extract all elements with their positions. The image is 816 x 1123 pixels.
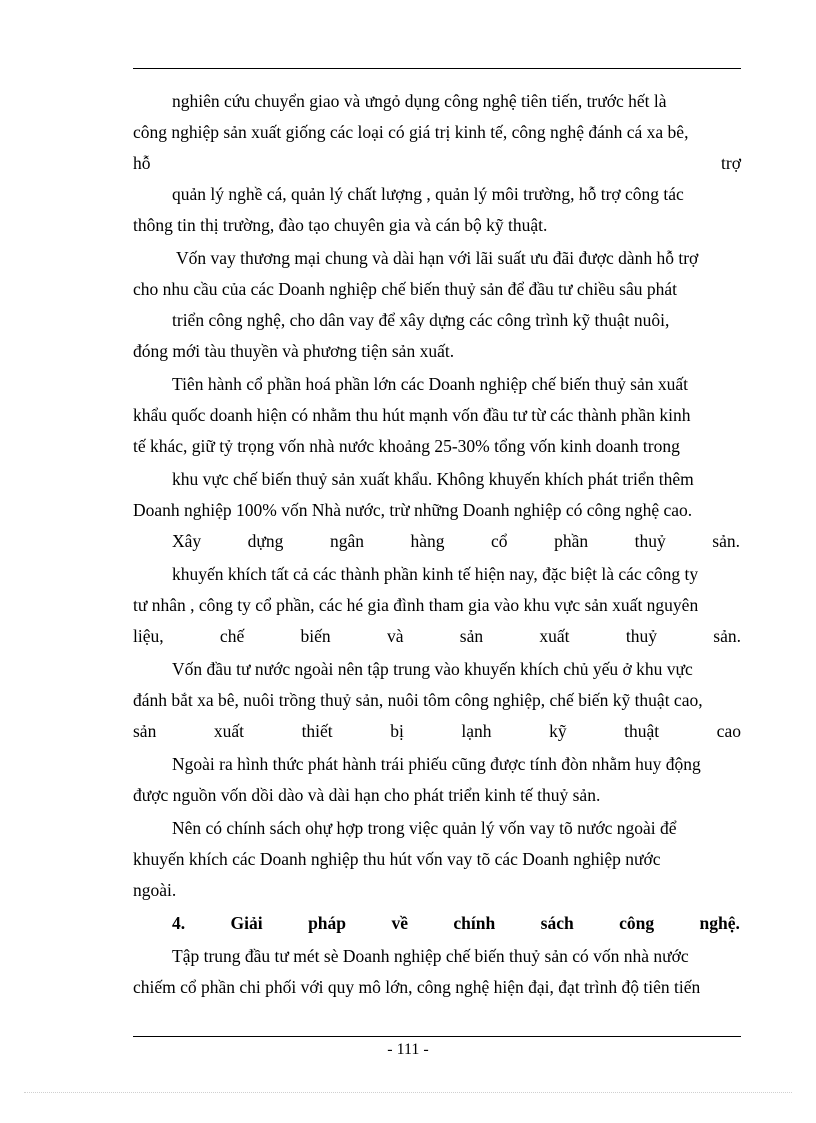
word: dựng <box>247 531 284 551</box>
text-line: được nguồn vốn dồi dào và dài hạn cho phát triển kinh tế thuỷ sản. <box>133 785 601 805</box>
text-line: Vốn đầu tư nước ngoài nên tập trung vào khuyến khích chủ yếu ở khu vực <box>172 659 693 679</box>
text-line: khu vực chế biến thuỷ sản xuất khẩu. Không khuyến khích phát triển thêm <box>172 469 694 489</box>
word: kỹ <box>549 721 567 741</box>
text-line <box>133 720 741 742</box>
word: chế <box>219 626 245 646</box>
word: thuỷ <box>634 531 666 551</box>
word: sản. <box>712 531 740 551</box>
text-line: công nghiệp sản xuất giống các loại có giá trị kinh tế, công nghệ đánh cá xa bê, <box>133 122 689 142</box>
header-rule <box>133 68 741 69</box>
word: sản <box>133 721 157 741</box>
text-line: khẩu quốc doanh hiện có nhằm thu hút mạnh vốn đầu tư từ các thành phần kinh <box>133 405 691 425</box>
word: và <box>386 626 404 646</box>
text-line <box>172 530 740 552</box>
text-line: Vốn vay thương mại chung và dài hạn với lãi suất ưu đãi được dành hỗ trợ <box>176 248 699 268</box>
text-line: chiếm cổ phần chi phối với quy mô lớn, công nghệ hiện đại, đạt trình độ tiên tiến <box>133 977 701 997</box>
section-heading <box>172 912 740 934</box>
word: chính <box>453 913 496 933</box>
word: thuỷ <box>625 626 657 646</box>
word: lạnh <box>461 721 492 741</box>
word: xuất <box>213 721 245 741</box>
word: ngân <box>329 531 364 551</box>
word: sản. <box>713 626 741 646</box>
word: 4. <box>172 913 186 933</box>
text-line: quản lý nghề cá, quản lý chất lượng , quản lý môi trường, hỗ trợ công tác <box>172 184 684 204</box>
text-line: tư nhân , công ty cổ phần, các hé gia đình tham gia vào khu vực sản xuất nguyên <box>133 595 699 615</box>
word: về <box>391 913 408 933</box>
word: nghệ. <box>699 913 740 933</box>
text-line: đóng mới tàu thuyền và phương tiện sản xuất. <box>133 341 455 361</box>
footer-rule <box>133 1036 741 1037</box>
word: bị <box>390 721 404 741</box>
word: phần <box>554 531 589 551</box>
text-line: Tập trung đầu tư mét sè Doanh nghiệp chế biến thuỷ sản có vốn nhà nước <box>172 946 689 966</box>
text-line: Nên có chính sách ohự hợp trong việc quản lý vốn vay tõ nước ngoài để <box>172 818 677 838</box>
text-line: khuyến khích các Doanh nghiệp thu hút vốn vay tõ các Doanh nghiệp nước <box>133 849 661 869</box>
word: thiết <box>301 721 333 741</box>
word: Xây <box>172 531 202 551</box>
text-line: thông tin thị trường, đào tạo chuyên gia và cán bộ kỹ thuật. <box>133 215 548 235</box>
word: hàng <box>410 531 445 551</box>
text-line: Tiên hành cổ phần hoá phần lớn các Doanh nghiệp chế biến thuỷ sản xuất <box>172 374 688 394</box>
word: công <box>619 913 655 933</box>
text-line <box>133 152 741 174</box>
word: hỗ <box>133 153 151 173</box>
word: thuật <box>624 721 660 741</box>
word: pháp <box>308 913 347 933</box>
word: sách <box>540 913 574 933</box>
word: cao <box>716 721 741 741</box>
word: biến <box>300 626 331 646</box>
text-line <box>133 625 741 647</box>
text-line: Ngoài ra hình thức phát hành trái phiếu cũng được tính đòn nhằm huy động <box>172 754 701 774</box>
word: cổ <box>491 531 508 551</box>
text-line: nghiên cứu chuyển giao và ưngỏ dụng công nghệ tiên tiến, trước hết là <box>172 91 667 111</box>
text-line: tế khác, giữ tỷ trọng vốn nhà nước khoảng 25-30% tổng vốn kinh doanh trong <box>133 436 680 456</box>
text-line: Doanh nghiệp 100% vốn Nhà nước, trừ những Doanh nghiệp có công nghệ cao. <box>133 500 693 520</box>
text-line: đánh bắt xa bê, nuôi trồng thuỷ sản, nuôi tôm công nghiệp, chế biến kỹ thuật cao, <box>133 690 703 710</box>
word: Giải <box>230 913 263 933</box>
word: trợ <box>721 153 741 173</box>
page-edge-dotted-line <box>24 1092 792 1093</box>
text-line: khuyến khích tất cả các thành phần kinh tế hiện nay, đặc biệt là các công ty <box>172 564 699 584</box>
text-line: ngoài. <box>133 880 177 900</box>
page-number: - 111 - <box>387 1041 429 1058</box>
text-line: cho nhu cầu của các Doanh nghiệp chế biến thuỷ sản để đầu tư chiều sâu phát <box>133 279 678 299</box>
word: liệu, <box>133 626 164 646</box>
word: xuất <box>539 626 570 646</box>
text-line: triển công nghệ, cho dân vay để xây dựng các công trình kỹ thuật nuôi, <box>172 310 670 330</box>
word: sản <box>459 626 484 646</box>
